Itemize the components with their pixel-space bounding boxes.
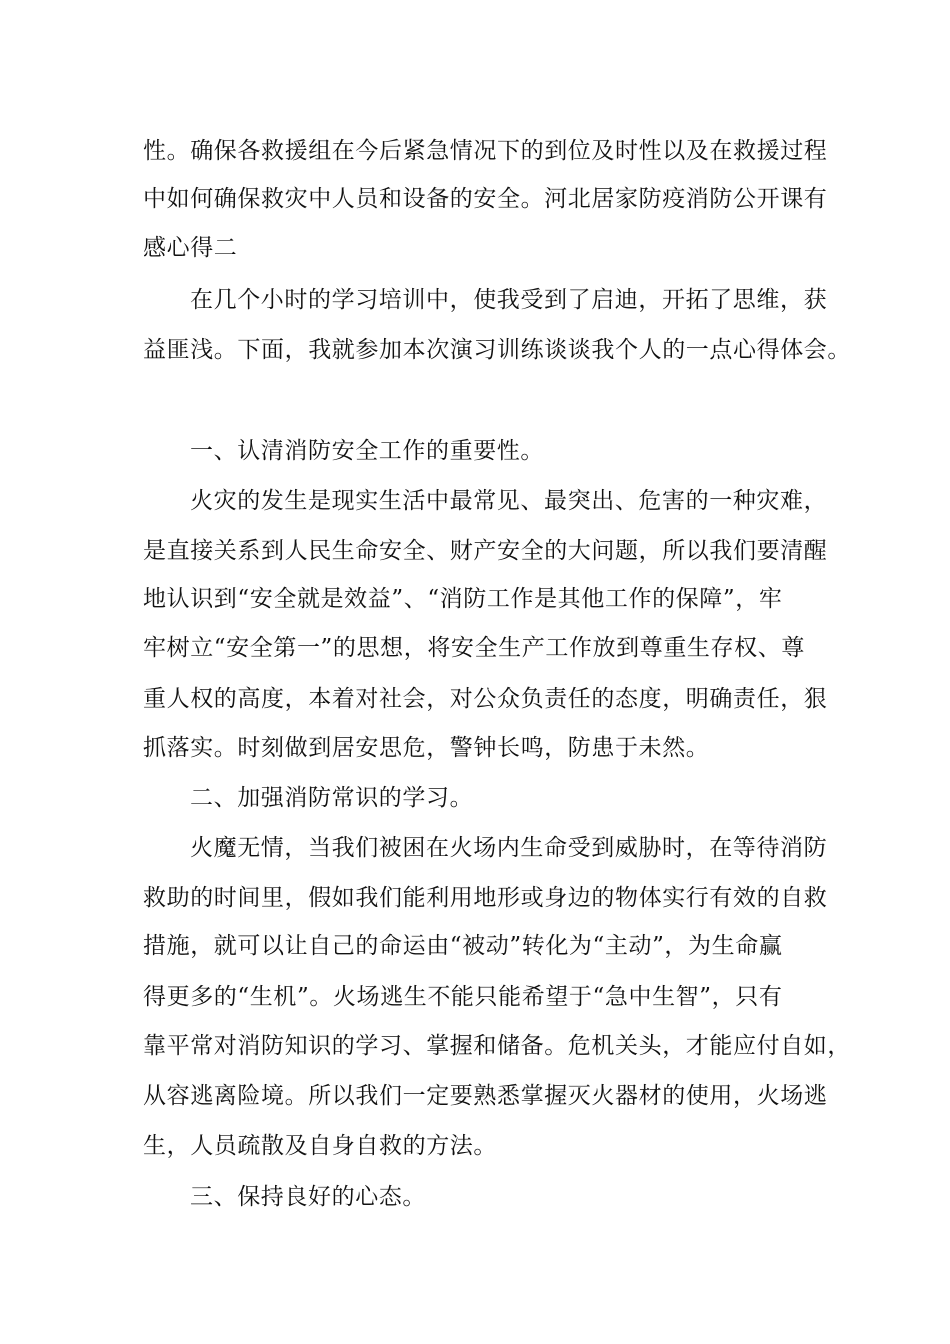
text-line: 救助的时间里，假如我们能利用地形或身边的物体实行有效的自救 [143, 885, 828, 911]
text-line: 地认识到“安全就是效益”、“消防工作是其他工作的保障”，牢 [143, 586, 783, 612]
section-heading: 一、认清消防安全工作的重要性。 [190, 438, 544, 464]
text-line: 生，人员疏散及自身自救的方法。 [143, 1133, 497, 1159]
text-line: 在几个小时的学习培训中，使我受到了启迪，开拓了思维，获 [190, 287, 828, 313]
text-line: 感心得二 [143, 235, 238, 261]
text-line: 火魔无情，当我们被困在火场内生命受到威胁时，在等待消防 [190, 835, 828, 861]
text-line: 得更多的“生机”。火场逃生不能只能希望于“急中生智”，只有 [143, 984, 783, 1010]
text-line: 牢树立“安全第一”的思想，将安全生产工作放到尊重生存权、尊 [143, 635, 805, 661]
text-line: 措施，就可以让自己的命运由“被动”转化为“主动”，为生命赢 [143, 933, 783, 959]
text-line: 火灾的发生是现实生活中最常见、最突出、危害的一种灾难， [190, 488, 828, 514]
text-line: 是直接关系到人民生命安全、财产安全的大问题，所以我们要清醒 [143, 538, 828, 564]
text-line: 从容逃离险境。所以我们一定要熟悉掌握灭火器材的使用，火场逃 [143, 1083, 828, 1109]
section-heading: 二、加强消防常识的学习。 [190, 785, 474, 811]
text-line: 靠平常对消防知识的学习、掌握和储备。危机关头，才能应付自如， [143, 1033, 851, 1059]
section-heading: 三、保持良好的心态。 [190, 1184, 426, 1210]
text-line: 性。确保各救援组在今后紧急情况下的到位及时性以及在救援过程 [143, 138, 828, 164]
text-line: 中如何确保救灾中人员和设备的安全。河北居家防疫消防公开课有 [143, 186, 828, 212]
text-line: 益匪浅。下面，我就参加本次演习训练谈谈我个人的一点心得体会。 [143, 337, 851, 363]
text-line: 抓落实。时刻做到居安思危，警钟长鸣，防患于未然。 [143, 735, 710, 761]
text-line: 重人权的高度，本着对社会，对公众负责任的态度，明确责任，狠 [143, 686, 828, 712]
